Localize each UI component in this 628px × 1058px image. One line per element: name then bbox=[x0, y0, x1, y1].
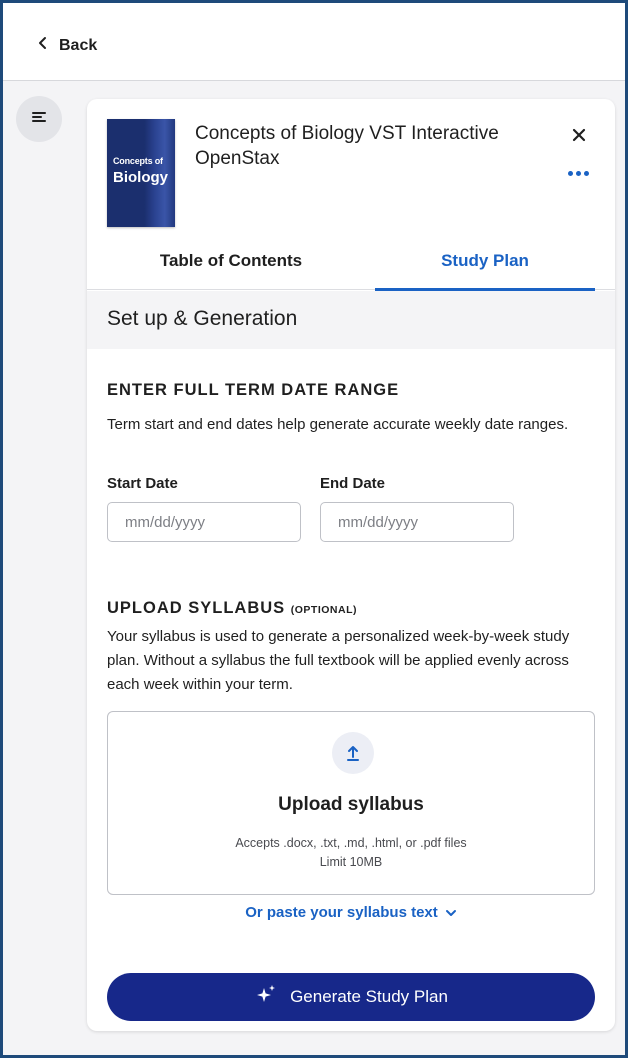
more-horizontal-icon bbox=[576, 171, 581, 176]
upload-dropzone[interactable] bbox=[107, 711, 595, 895]
book-cover-line2: Biology bbox=[113, 169, 168, 186]
end-date-input[interactable] bbox=[320, 502, 514, 542]
chevron-down-icon bbox=[445, 904, 457, 921]
more-horizontal-icon bbox=[584, 171, 589, 176]
study-plan-panel bbox=[87, 99, 615, 1031]
syllabus-description: Your syllabus is used to generate a personalized week-by-week study plan. Without a syllabus the full textbook will be applied evenly across each week within your term. bbox=[107, 628, 570, 693]
chevron-left-icon bbox=[37, 36, 49, 55]
term-heading: ENTER FULL TERM DATE RANGE bbox=[107, 381, 400, 399]
paste-syllabus-label: Or paste your syllabus text bbox=[245, 904, 438, 921]
upload-size-limit: Limit 10MB bbox=[319, 855, 383, 869]
start-date-label: Start Date bbox=[107, 475, 178, 492]
close-button[interactable] bbox=[567, 125, 591, 149]
start-date-input[interactable] bbox=[107, 502, 301, 542]
upload-accepted-types: Accepts .docx, .txt, .md, .html, or .pdf files bbox=[235, 836, 467, 850]
syllabus-heading bbox=[107, 599, 357, 618]
back-label: Back bbox=[59, 36, 98, 54]
close-icon bbox=[572, 128, 586, 147]
top-bar bbox=[3, 3, 625, 81]
more-options-button[interactable] bbox=[563, 163, 593, 183]
tab-table-of-contents[interactable]: Table of Contents bbox=[159, 251, 303, 270]
upload-title: Upload syllabus bbox=[278, 794, 424, 815]
paste-syllabus-link[interactable] bbox=[87, 904, 615, 921]
book-title: Concepts of Biology VST Interactive OpenStax bbox=[195, 123, 499, 169]
end-date-label: End Date bbox=[320, 475, 386, 492]
back-button[interactable] bbox=[37, 36, 97, 55]
term-description: Term start and end dates help generate accurate weekly date ranges. bbox=[107, 416, 569, 433]
book-cover-line1: Concepts of bbox=[113, 156, 163, 166]
sidebar-toggle-button[interactable] bbox=[16, 96, 62, 142]
upload-arrow-icon bbox=[332, 732, 374, 774]
generate-study-plan-label: Generate Study Plan bbox=[290, 987, 448, 1006]
syllabus-heading-text: UPLOAD SYLLABUS bbox=[107, 599, 286, 617]
more-horizontal-icon bbox=[568, 171, 573, 176]
section-title: Set up & Generation bbox=[87, 291, 615, 349]
syllabus-optional-tag: (OPTIONAL) bbox=[290, 604, 358, 616]
menu-icon bbox=[31, 110, 47, 129]
generate-study-plan-button[interactable] bbox=[107, 973, 595, 1021]
sparkle-icon bbox=[254, 983, 278, 1012]
book-cover bbox=[107, 119, 175, 227]
tab-bar bbox=[87, 242, 615, 290]
tab-study-plan[interactable]: Study Plan bbox=[375, 242, 595, 290]
